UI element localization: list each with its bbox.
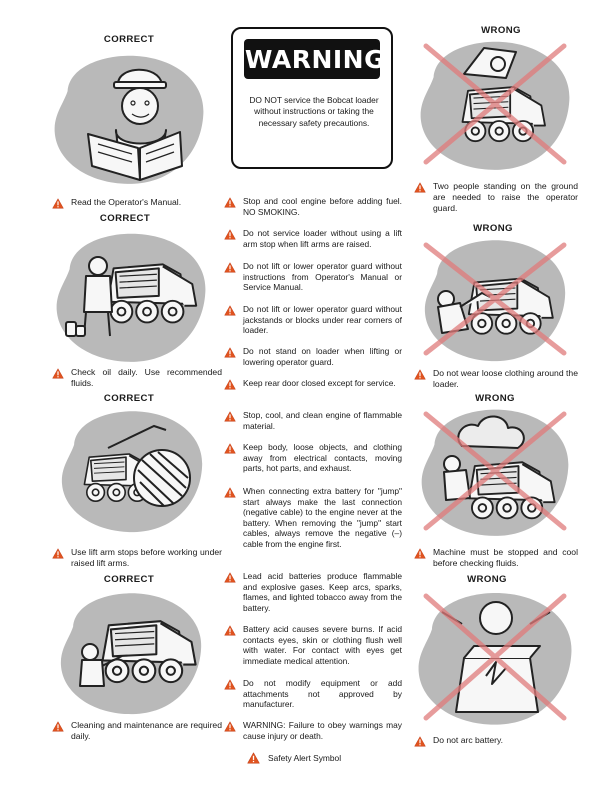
correct-caption: CORRECT (103, 574, 155, 585)
rule-text: Do not stand on loader when lifting or lowering operator guard. (243, 346, 402, 367)
note-text: Check oil daily. Use recommended fluids. (71, 367, 222, 388)
safety-alert-icon (414, 548, 426, 559)
safety-alert-icon (224, 443, 236, 454)
right-note-4 (414, 735, 578, 747)
correct-caption: CORRECT (103, 34, 155, 45)
safety-alert-icon (224, 411, 236, 422)
cleaning-illustration (50, 586, 212, 718)
safety-alert-icon (224, 197, 236, 208)
safety-alert-icon (224, 379, 236, 390)
legend-text: Safety Alert Symbol (268, 753, 342, 763)
rule-text: Do not modify equipment or add attachments not approved by manufacturer. (243, 678, 402, 710)
rule-3 (224, 261, 402, 293)
correct-caption: CORRECT (103, 393, 155, 404)
rule-9 (224, 486, 402, 550)
right-note-1 (414, 181, 578, 214)
rule-text: Stop and cool engine before adding fuel. NO SMOKING. (243, 196, 402, 217)
rule-7 (224, 410, 402, 431)
safety-alert-icon (414, 182, 426, 193)
rule-text: WARNING: Failure to obey warnings may cause injury or death. (243, 720, 402, 741)
rule-4 (224, 304, 402, 336)
loose-clothing-illustration (412, 233, 578, 365)
note-text: Do not wear loose clothing around the loader. (433, 368, 578, 389)
warning-sign (231, 27, 393, 169)
safety-alert-icon (224, 487, 236, 498)
rule-8 (224, 442, 402, 474)
safety-alert-icon (52, 721, 64, 732)
reading-manual-illustration (48, 48, 210, 188)
rule-text: Do not service loader without using a lift arm stop when lift arms are raised. (243, 228, 402, 249)
safety-alert-icon (224, 572, 236, 583)
rule-2 (224, 228, 402, 249)
right-note-3 (414, 547, 578, 569)
safety-alert-icon (224, 305, 236, 316)
warning-body: DO NOT service the Bobcat loader without instructions or taking the necessary safety precautions. (249, 95, 379, 128)
rule-10 (224, 571, 402, 613)
rule-13 (224, 720, 402, 741)
rule-text: Keep body, loose objects, and clothing away from electrical contacts, moving parts, hot parts, and exhaust. (243, 442, 402, 474)
safety-alert-icon (52, 198, 64, 209)
wrong-caption: WRONG (475, 393, 515, 404)
note-text: Do not arc battery. (433, 735, 504, 745)
checking-oil-illustration (50, 226, 212, 366)
wrong-caption: WRONG (481, 25, 521, 36)
left-note-1 (52, 197, 222, 209)
left-note-4 (52, 720, 222, 742)
rule-6 (224, 378, 402, 390)
note-text: Cleaning and maintenance are required daily. (71, 720, 222, 741)
right-note-2 (414, 368, 578, 390)
note-text: Machine must be stopped and cool before checking fluids. (433, 547, 578, 568)
safety-alert-icon (224, 679, 236, 690)
safety-alert-icon (224, 721, 236, 732)
rule-1 (224, 196, 402, 217)
note-text: Use lift arm stops before working under raised lift arms. (71, 547, 222, 568)
safety-alert-icon (224, 625, 236, 636)
warning-title: WARNING (244, 44, 386, 74)
left-note-2 (52, 367, 222, 389)
safety-alert-icon (414, 369, 426, 380)
rule-text: Keep rear door closed except for service. (243, 378, 396, 388)
safety-alert-icon (247, 752, 260, 764)
wrong-caption: WRONG (473, 223, 513, 234)
rule-12 (224, 678, 402, 710)
rule-text: Do not lift or lower operator guard without jackstands or blocks under rear corners of loader. (243, 304, 402, 336)
raising-guard-illustration (412, 34, 578, 174)
rule-11 (224, 624, 402, 666)
rule-text: Stop, cool, and clean engine of flammable material. (243, 410, 402, 431)
note-text: Two people standing on the ground are needed to raise the operator guard. (433, 181, 578, 213)
warning-header (244, 39, 386, 79)
safety-alert-legend (247, 752, 341, 764)
rule-text: Battery acid causes severe burns. If acid contacts eyes, skin or clothing flush well with water. For contact with eyes get immediate medical attention. (243, 624, 402, 666)
note-text: Read the Operator's Manual. (71, 197, 182, 207)
safety-alert-icon (224, 347, 236, 358)
safety-alert-icon (52, 548, 64, 559)
safety-alert-icon (224, 229, 236, 240)
rule-text: Do not lift or lower operator guard without instructions from Operator's Manual or Service Manual. (243, 261, 402, 293)
rule-text: Lead acid batteries produce flammable and explosive gases. Keep arcs, sparks, flames, and lighted tobacco away from the battery. (243, 571, 402, 613)
rule-text: When connecting extra battery for "jump" start always make the last connection (negative cable) to the engine never at the battery. When removing the "jump" start cables, always remove the negative (–) cable from the engine first. (243, 486, 402, 549)
wrong-caption: WRONG (467, 574, 507, 585)
correct-caption: CORRECT (99, 213, 151, 224)
hot-engine-illustration (412, 402, 578, 540)
safety-alert-icon (414, 736, 426, 747)
lift-arm-stop-illustration (54, 404, 210, 536)
safety-alert-icon (224, 262, 236, 273)
left-note-3 (52, 547, 222, 569)
arc-battery-illustration (412, 584, 578, 730)
safety-alert-icon (52, 368, 64, 379)
rule-5 (224, 346, 402, 367)
